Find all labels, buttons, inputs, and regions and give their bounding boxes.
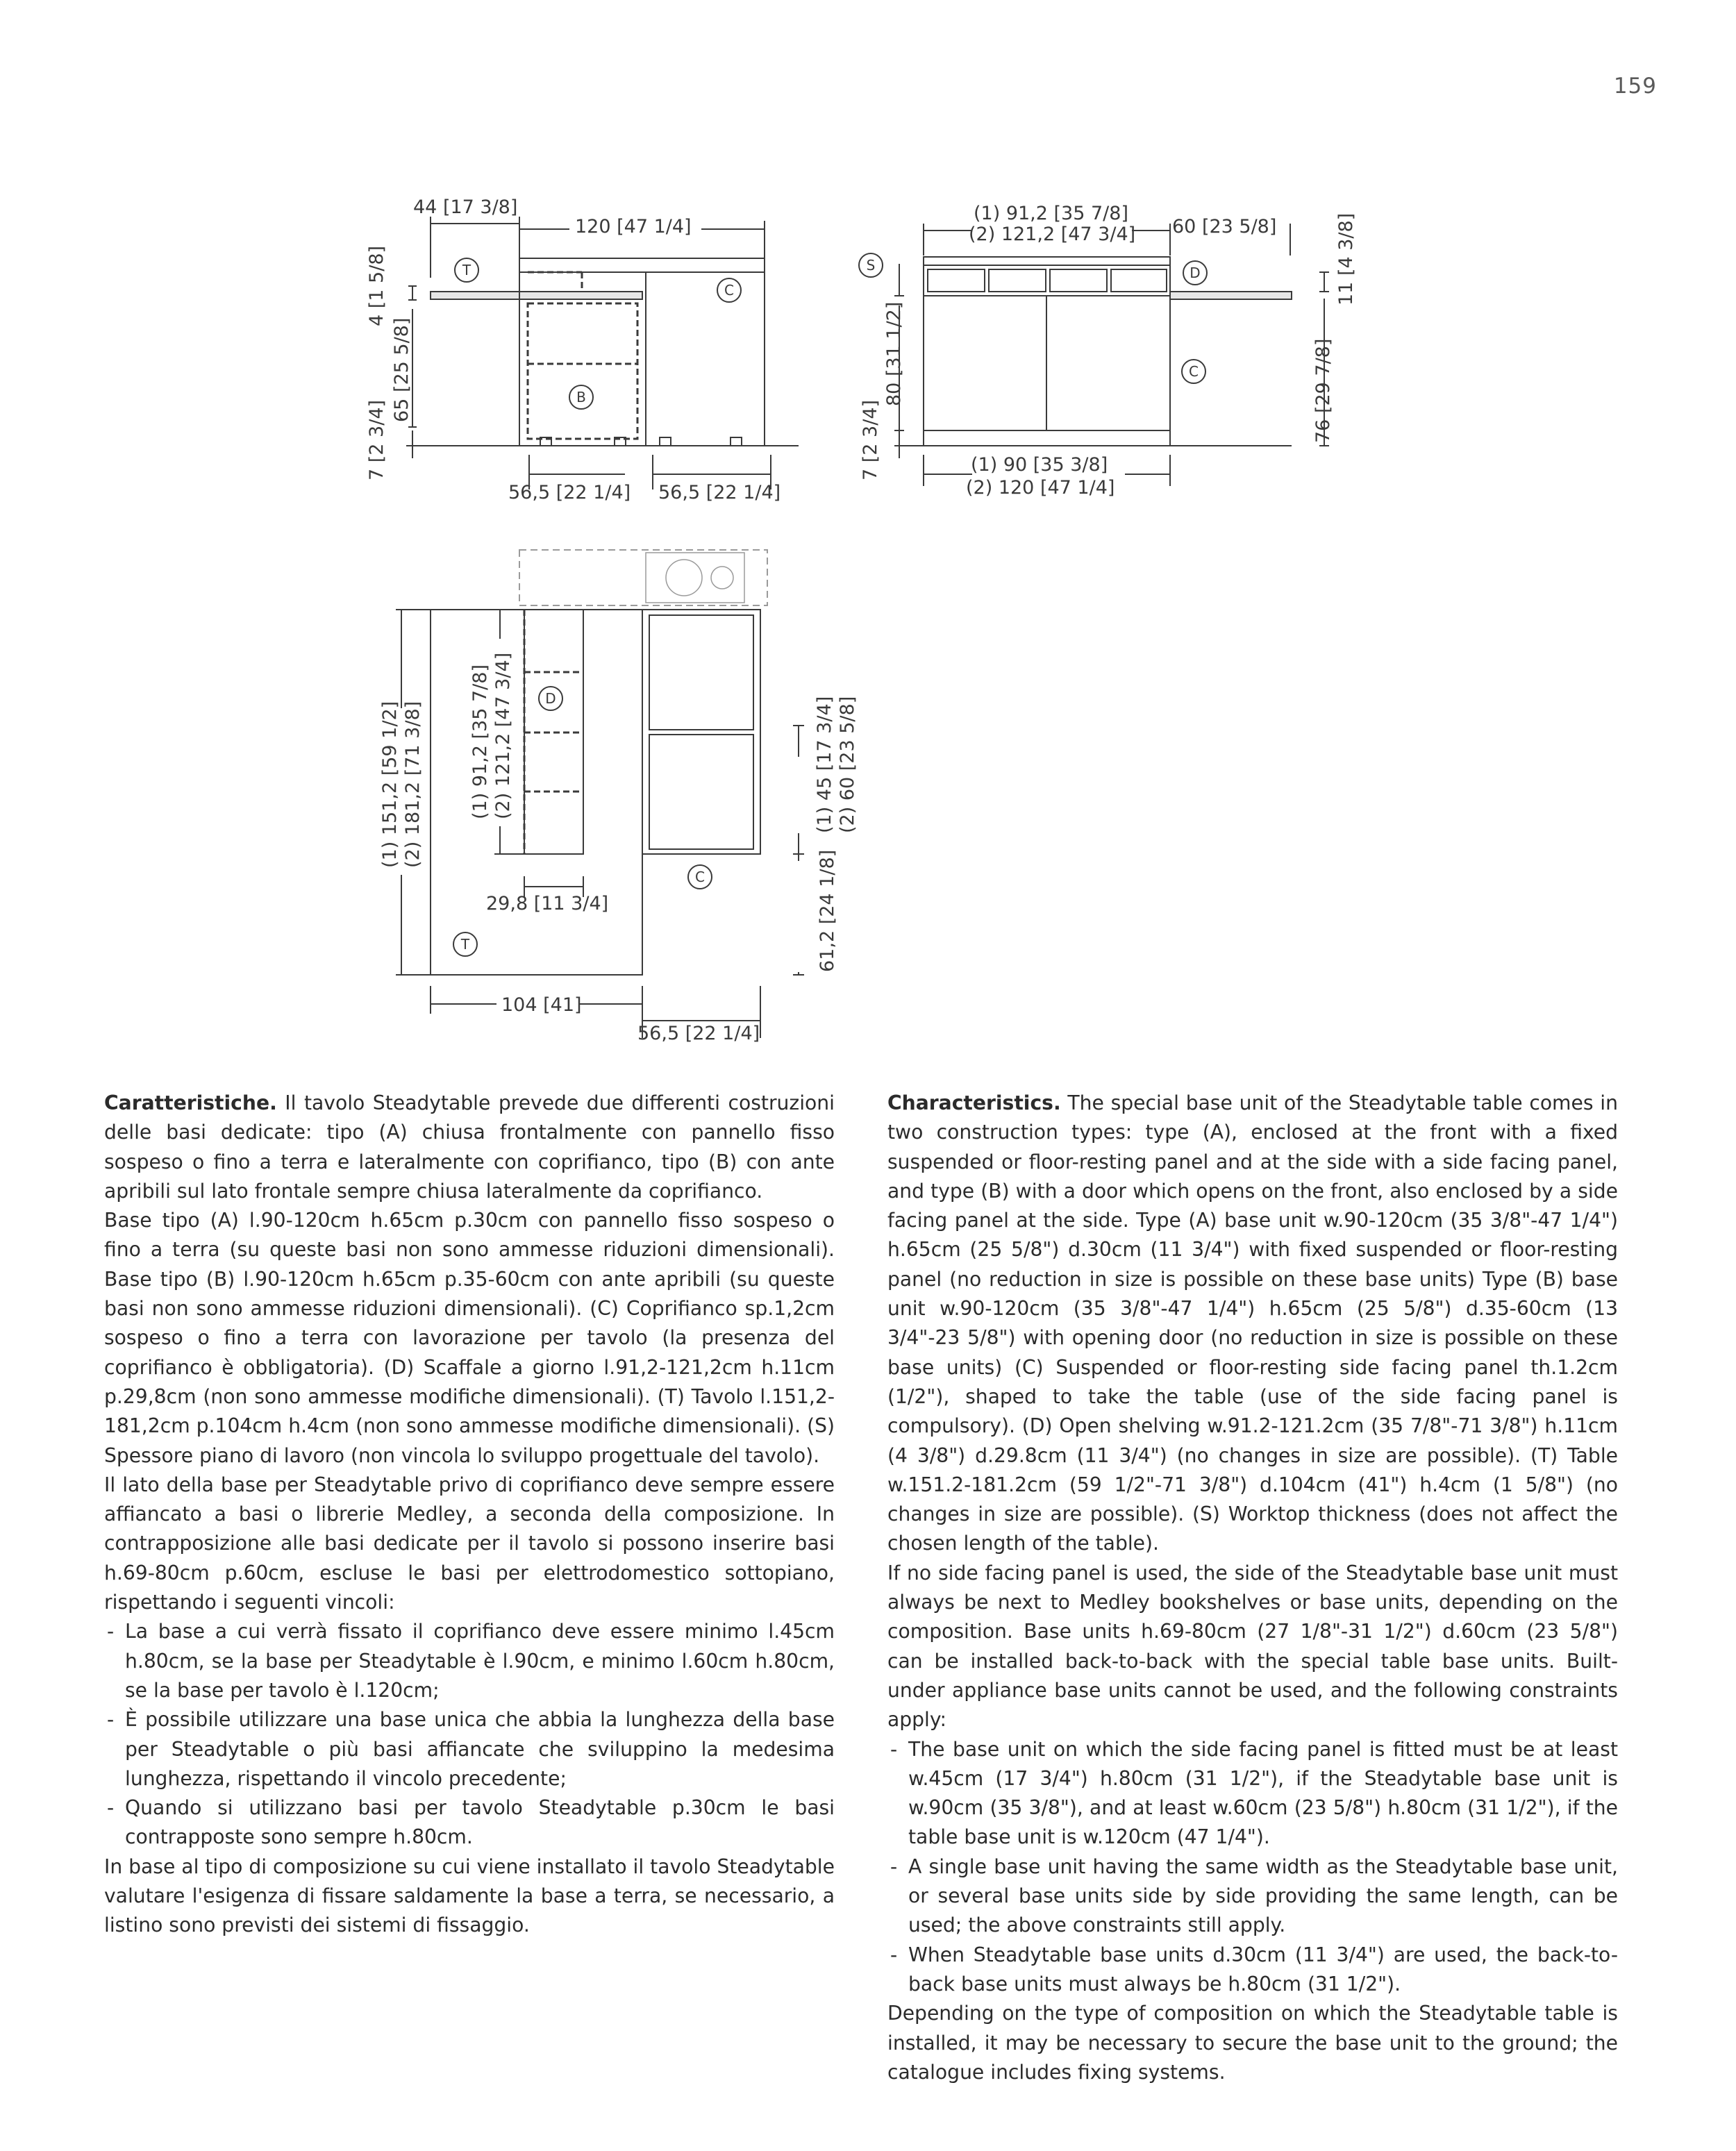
plan-dim-inner-2: (2) 121,2 [47 3/4]	[492, 652, 514, 819]
plan-label-d: D	[545, 690, 556, 707]
front-dim-top-right: 60 [23 5/8]	[1172, 216, 1277, 237]
plan-dim-outer-2: (2) 181,2 [71 3/8]	[402, 701, 424, 868]
plan-view-drawing	[396, 550, 804, 1038]
front-label-s: S	[866, 257, 876, 274]
side-dim-base: 7 [2 3/4]	[366, 399, 387, 480]
side-dim-bottom-left: 56,5 [22 1/4]	[508, 482, 631, 503]
side-dim-height: 65 [25 5/8]	[391, 317, 412, 422]
front-dim-top-2: (2) 121,2 [47 3/4]	[969, 224, 1136, 245]
list-item: - La base a cui verrà fissato il coprifianco deve essere minimo l.45cm h.80cm, se la base per Steadytable è l.90cm, e minimo l.60cm h.80cm, se la base per tavolo è l.120cm;	[104, 1617, 835, 1705]
page-number: 159	[1613, 74, 1657, 99]
front-dim-bottom-1: (1) 90 [35 3/8]	[971, 454, 1108, 476]
plan-label-t: T	[460, 936, 470, 953]
italian-paragraph-4: In base al tipo di composizione su cui viene installato il tavolo Steadytable valutare l'esigenza di fissare saldamente la base a terra, se necessario, a listino sono previsti dei sistemi di fissaggio.	[104, 1855, 835, 1937]
plan-dim-right-2: (2) 60 [23 5/8]	[837, 696, 858, 833]
plan-dim-right-low: 61,2 [24 1/8]	[817, 849, 838, 972]
italian-intro: Il tavolo Steadytable prevede due differenti costruzioni delle basi dedicate: tipo (A) chiusa frontalmente con pannello fisso sospeso o fino a terra e lateralmente con coprifianco, tipo (B) con ante apribili sul lato frontale sempre chiusa lateralmente da coprifianco.	[104, 1091, 835, 1203]
side-dim-top: 120 [47 1/4]	[575, 216, 692, 237]
side-label-t: T	[462, 262, 471, 278]
front-dim-right-height: 76 [29 7/8]	[1312, 338, 1334, 443]
side-view-drawing	[406, 217, 799, 489]
side-dim-top-left: 44 [17 3/8]	[413, 196, 518, 218]
list-item: - When Steadytable base units d.30cm (11 3/4") are used, the back-to-back base units must always be h.80cm (31 1/2").	[887, 1941, 1618, 2000]
list-item: - È possibile utilizzare una base unica che abbia la lunghezza della base per Steadytable o più basi affiancate che sviluppino la medesima lunghezza, rispettando il vincolo precedente;	[104, 1705, 835, 1793]
plan-dim-width: 104 [41]	[501, 994, 582, 1016]
english-lead: Characteristics.	[887, 1091, 1061, 1114]
english-paragraph-3: Depending on the type of composition on which the Steadytable table is installed, it may be necessary to secure the base unit to the ground; the catalogue includes fixing systems.	[887, 2002, 1618, 2084]
plan-dim-inner-1: (1) 91,2 [35 7/8]	[469, 664, 491, 819]
side-label-b: B	[576, 389, 586, 405]
side-label-c: C	[724, 282, 734, 299]
english-text-column	[887, 1089, 1618, 2087]
english-paragraph-2: If no side facing panel is used, the side of the Steadytable base unit must always be next to Medley bookshelves or base units, depending on the composition. Base units h.69-80cm (27 1/8"-31 1/2") d.60cm (23 5/8") can be installed back-to-back with the special table base units. Built-under appliance base units cannot be used, and the following constraints apply:	[887, 1561, 1618, 1732]
front-dim-left-height: 80 [31 1/2]	[883, 301, 905, 406]
front-label-d: D	[1190, 265, 1201, 281]
list-item: - A single base unit having the same width as the Steadytable base unit, or several base units side by side providing the same length, can be used; the above constraints still apply.	[887, 1852, 1618, 1941]
side-dim-bottom-right: 56,5 [22 1/4]	[658, 482, 781, 503]
plan-dim-shelf: 29,8 [11 3/4]	[486, 893, 609, 914]
front-dim-bottom-2: (2) 120 [47 1/4]	[966, 477, 1115, 499]
front-dim-left-base: 7 [2 3/4]	[860, 399, 881, 480]
plan-dim-base: 56,5 [22 1/4]	[637, 1023, 760, 1044]
italian-lead: Caratteristiche.	[104, 1091, 277, 1114]
italian-constraints-list	[104, 1617, 835, 1852]
list-item: - Quando si utilizzano basi per tavolo Steadytable p.30cm le basi contrapposte sono sempre h.80cm.	[104, 1793, 835, 1852]
italian-paragraph-2: Base tipo (A) l.90-120cm h.65cm p.30cm con pannello fisso sospeso o fino a terra (su queste basi non sono ammesse riduzioni dimensionali). Base tipo (B) l.90-120cm h.65cm p.35-60cm con ante apribili (su queste basi non sono ammesse riduzioni dimensionali). (C) Coprifianco sp.1,2cm sospeso o fino a terra con lavorazione per tavolo (la presenza del coprifianco è obbligatoria). (D) Scaffale a giorno l.91,2-121,2cm h.11cm p.29,8cm (non sono ammesse modifiche dimensionali). (T) Tavolo l.151,2-181,2cm p.104cm h.4cm (non sono ammesse modifiche dimensionali). (S) Spessore piano di lavoro (non vincola lo sviluppo progettuale del tavolo).	[104, 1209, 835, 1467]
italian-text-column	[104, 1089, 835, 1941]
front-label-c: C	[1189, 363, 1199, 380]
english-constraints-list	[887, 1735, 1618, 2000]
italian-paragraph-1	[104, 1089, 835, 1206]
plan-dim-outer-1: (1) 151,2 [59 1/2]	[379, 701, 401, 868]
list-item: - The base unit on which the side facing panel is fitted must be at least w.45cm (17 3/4") h.80cm (31 1/2"), if the Steadytable base unit is w.90cm (35 3/8"), and at least w.60cm (23 5/8") h.80cm (31 1/2"), if the table base unit is w.120cm (47 1/4").	[887, 1735, 1618, 1852]
plan-label-c: C	[695, 869, 705, 885]
italian-paragraph-3: Il lato della base per Steadytable privo di coprifianco deve sempre essere affiancato a basi o librerie Medley, a seconda della composizione. In contrapposizione alle basi dedicate per il tavolo si possono inserire basi h.69-80cm p.60cm, escluse le basi per elettrodomestico sottopiano, rispettando i seguenti vincoli:	[104, 1473, 835, 1614]
technical-drawings	[0, 0, 1736, 1069]
english-paragraph-1	[887, 1089, 1618, 1559]
english-intro: The special base unit of the Steadytable table comes in two construction types: type (A), enclosed at the front with a fixed suspended or floor-resting panel and at the side with a side facing panel, and type (B) with a door which opens on the front, also enclosed by a side facing panel at the side. Type (A) base unit w.90-120cm (35 3/8"-47 1/4") h.65cm (25 5/8") d.30cm (11 3/4") with fixed suspended or floor-resting panel (no reduction in size is possible on these base units) Type (B) base unit w.90-120cm (35 3/8"-47 1/4") h.65cm (25 5/8") d.35-60cm (13 3/4"-23 5/8") with opening door (no reduction in size is possible on these base units) (C) Suspended or floor-resting side facing panel th.1.2cm (1/2"), shaped to take the table (use of the side facing panel is compulsory). (D) Open shelving w.91.2-121.2cm (35 7/8"-71 3/8") h.11cm (4 3/8") d.29.8cm (11 3/4") (no changes in size are possible). (T) Table w.151.2-181.2cm (59 1/2"-71 3/8") d.104cm (41") h.4cm (1 5/8") (no changes in size are possible). (S) Worktop thickness (does not affect the chosen length of the table).	[887, 1091, 1618, 1555]
front-dim-right-top: 11 [4 3/8]	[1335, 212, 1357, 306]
front-view-drawing	[859, 224, 1329, 486]
plan-dim-right-1: (1) 45 [17 3/4]	[814, 696, 835, 833]
side-dim-thickness: 4 [1 5/8]	[366, 245, 387, 326]
front-dim-top-1: (1) 91,2 [35 7/8]	[974, 203, 1128, 224]
